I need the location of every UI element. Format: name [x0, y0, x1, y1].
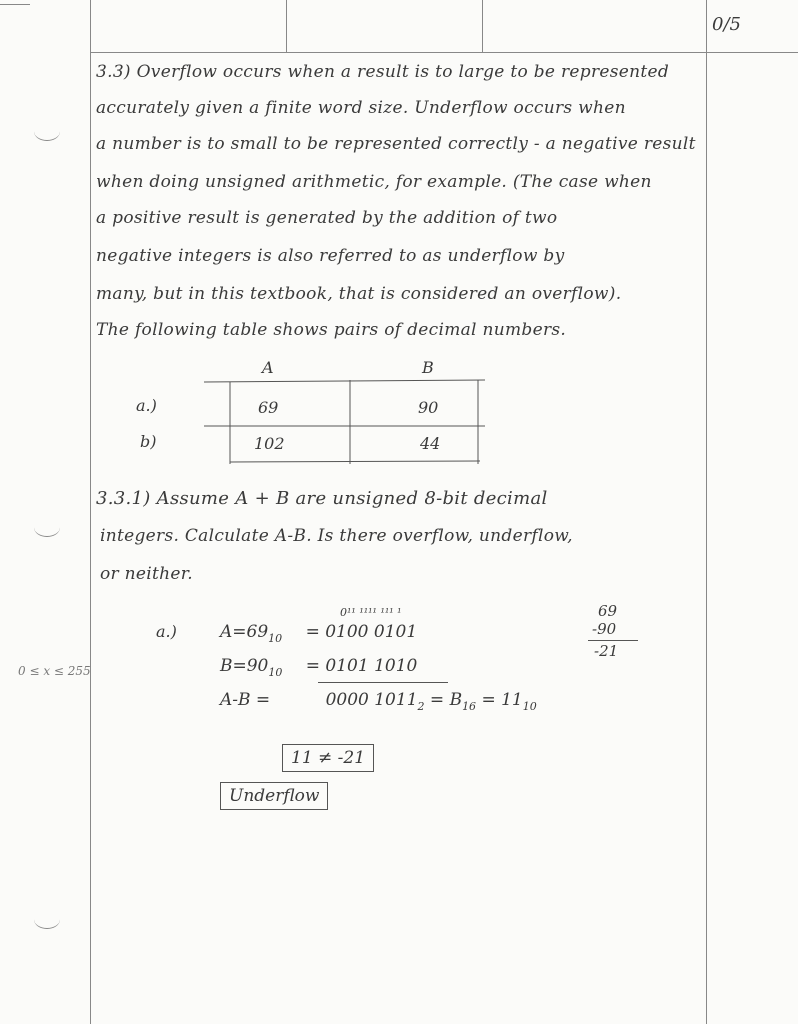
header-divider-1: [286, 0, 287, 52]
work-line3-left: A-B =: [220, 690, 271, 710]
table-cell-b2: 44: [420, 434, 441, 453]
work-line3-sub16: 16: [462, 700, 477, 713]
carry-digits: 0¹¹ ¹¹¹¹ ¹¹¹ ¹: [340, 606, 402, 619]
intro-line-6: negative integers is also referred to as underflow by: [96, 246, 565, 266]
work-line1-left: A=69: [220, 622, 269, 642]
work-label: a.): [156, 622, 177, 641]
question-line-2: integers. Calculate A-B. Is there overflow, underflow,: [100, 526, 573, 546]
work-line2-sub: 10: [268, 666, 283, 679]
work-line3-sub2: 2: [417, 700, 425, 713]
right-margin-line: [706, 0, 707, 1024]
side-calc-2: -90: [592, 620, 617, 638]
table-cell-a2: 102: [254, 434, 285, 453]
table-row-label-a: a.): [136, 396, 157, 415]
top-edge-mark: [0, 4, 30, 5]
answer-box-comparison: 11 ≠ -21: [282, 744, 374, 772]
work-line2-right: = 0101 1010: [305, 656, 418, 676]
margin-range-note: 0 ≤ x ≤ 255: [18, 664, 91, 678]
work-line3-tail: = B: [429, 690, 463, 710]
work-line3-eq: = 11: [481, 690, 523, 710]
work-line2-left: B=90: [220, 656, 269, 676]
binder-hole-2: [34, 518, 60, 537]
answer-box-underflow: Underflow: [220, 782, 328, 810]
intro-line-5: a positive result is generated by the addition of two: [96, 208, 558, 228]
table-cell-a1: 69: [258, 398, 279, 417]
question-line-3: or neither.: [100, 564, 194, 584]
values-table: [200, 356, 490, 472]
table-header-a: A: [262, 358, 274, 377]
side-calc-rule: [588, 640, 638, 641]
side-calc-3: -21: [594, 642, 619, 660]
intro-line-2: accurately given a finite word size. Underflow occurs when: [96, 98, 626, 118]
binder-hole-1: [34, 122, 60, 141]
work-line1: [220, 622, 417, 645]
table-header-b: B: [422, 358, 434, 377]
intro-line-8: The following table shows pairs of decimal numbers.: [96, 320, 567, 340]
intro-line-3: a number is to small to be represented correctly - a negative result: [96, 134, 696, 154]
intro-line-4: when doing unsigned arithmetic, for example. (The case when: [96, 172, 652, 192]
question-line-1: 3.3.1) Assume A + B are unsigned 8-bit decimal: [96, 488, 548, 509]
work-line3-sub10: 10: [522, 700, 537, 713]
side-calc-1: 69: [598, 602, 618, 620]
intro-line-1: 3.3) Overflow occurs when a result is to large to be represented: [96, 62, 670, 82]
subtraction-rule: [318, 682, 448, 683]
work-line2: [220, 656, 417, 679]
table-row-label-b: b): [140, 432, 157, 451]
work-line1-right: = 0100 0101: [305, 622, 418, 642]
work-line3: [220, 690, 537, 713]
table-cell-b1: 90: [418, 398, 439, 417]
table-grid: [200, 356, 490, 468]
work-line3-right: 0000 1011: [325, 690, 418, 710]
work-line1-sub: 10: [268, 632, 283, 645]
header-divider-2: [482, 0, 483, 52]
binder-hole-3: [34, 910, 60, 929]
score-mark: 0/5: [712, 14, 741, 35]
top-rule: [90, 52, 798, 53]
left-margin-line: [90, 0, 91, 1024]
intro-line-7: many, but in this textbook, that is considered an overflow).: [96, 284, 622, 304]
